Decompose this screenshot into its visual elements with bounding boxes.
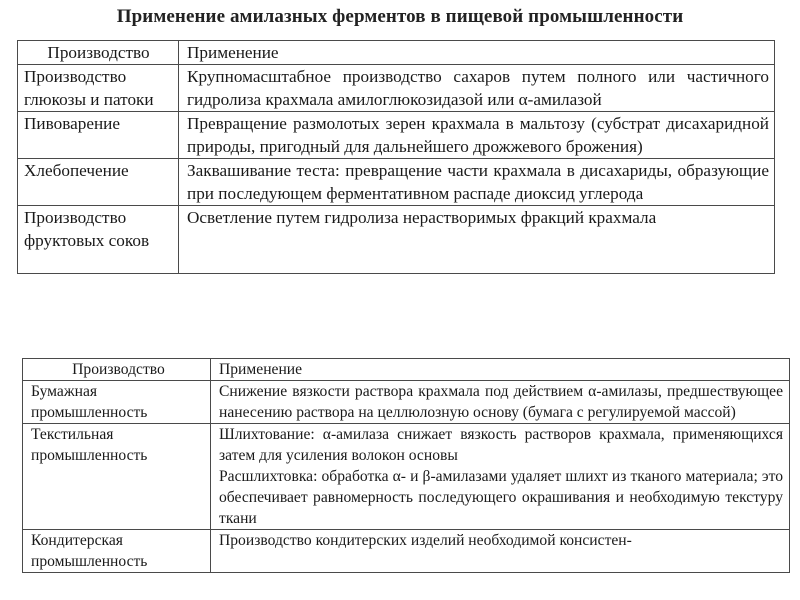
cell-application: Производство кондитерских изделий необходимой консистен- (211, 530, 790, 573)
cell-production (18, 65, 179, 112)
column-header-application: Применение (211, 359, 790, 381)
cell-application: Крупномасштабное производство сахаров путем полного или частичного гидролиза крахмала амилоглюкозидазой или α-амилазой (179, 65, 775, 112)
cell-application: Превращение размолотых зерен крахмала в мальтозу (субстрат дисахаридной природы, пригодный для дальнейшего дрожжевого брожения) (179, 112, 775, 159)
cell-production: Текстильная промышленность (23, 424, 211, 530)
page-title: Применение амилазных ферментов в пищевой промышленности (116, 6, 684, 27)
column-header-production: Производство (18, 41, 179, 65)
cell-production: Производство фруктовых соков (18, 206, 179, 274)
table-row (18, 159, 775, 206)
table-row (23, 530, 790, 573)
cell-production-text: Производство глюкозы и патоки (24, 67, 154, 109)
amylase-food-table (17, 40, 775, 274)
cell-application: Снижение вязкости раствора крахмала под действием α-амилазы, предшествующее нанесению раствора на целлюлозную основу (бумага с регулируемой массой) (211, 381, 790, 424)
cell-application: Заквашивание теста: превращение части крахмала в дисахариды, образующие при последующем ферментативном распаде диоксид углерода (179, 159, 775, 206)
table-row (18, 112, 775, 159)
table-row (18, 65, 775, 112)
cell-production: Хлебопечение (18, 159, 179, 206)
cell-application: Осветление путем гидролиза нерастворимых фракций крахмала (179, 206, 775, 274)
sizing-text: Шлихтование: α-амилаза снижает вязкость растворов крахмала, применяющихся затем для усиления волокон основы (219, 426, 783, 464)
desizing-text: Расшлихтовка: обработка α- и β-амилазами удаляет шлихт из тканого материала; это обеспечивает равномерность последующего окрашивания и необходимую текстуру ткани (219, 468, 783, 527)
cell-production: Бумажная промышленность (23, 381, 211, 424)
table-row (18, 206, 775, 274)
amylase-industry-table (22, 358, 790, 573)
table-header-row (23, 359, 790, 381)
table-row (23, 424, 790, 530)
column-header-application: Применение (179, 41, 775, 65)
cell-production: Кондитерская промышленность (23, 530, 211, 573)
cell-production: Пивоварение (18, 112, 179, 159)
table-row (23, 381, 790, 424)
column-header-production: Производство (23, 359, 211, 381)
table-header-row (18, 41, 775, 65)
cell-application (211, 424, 790, 530)
